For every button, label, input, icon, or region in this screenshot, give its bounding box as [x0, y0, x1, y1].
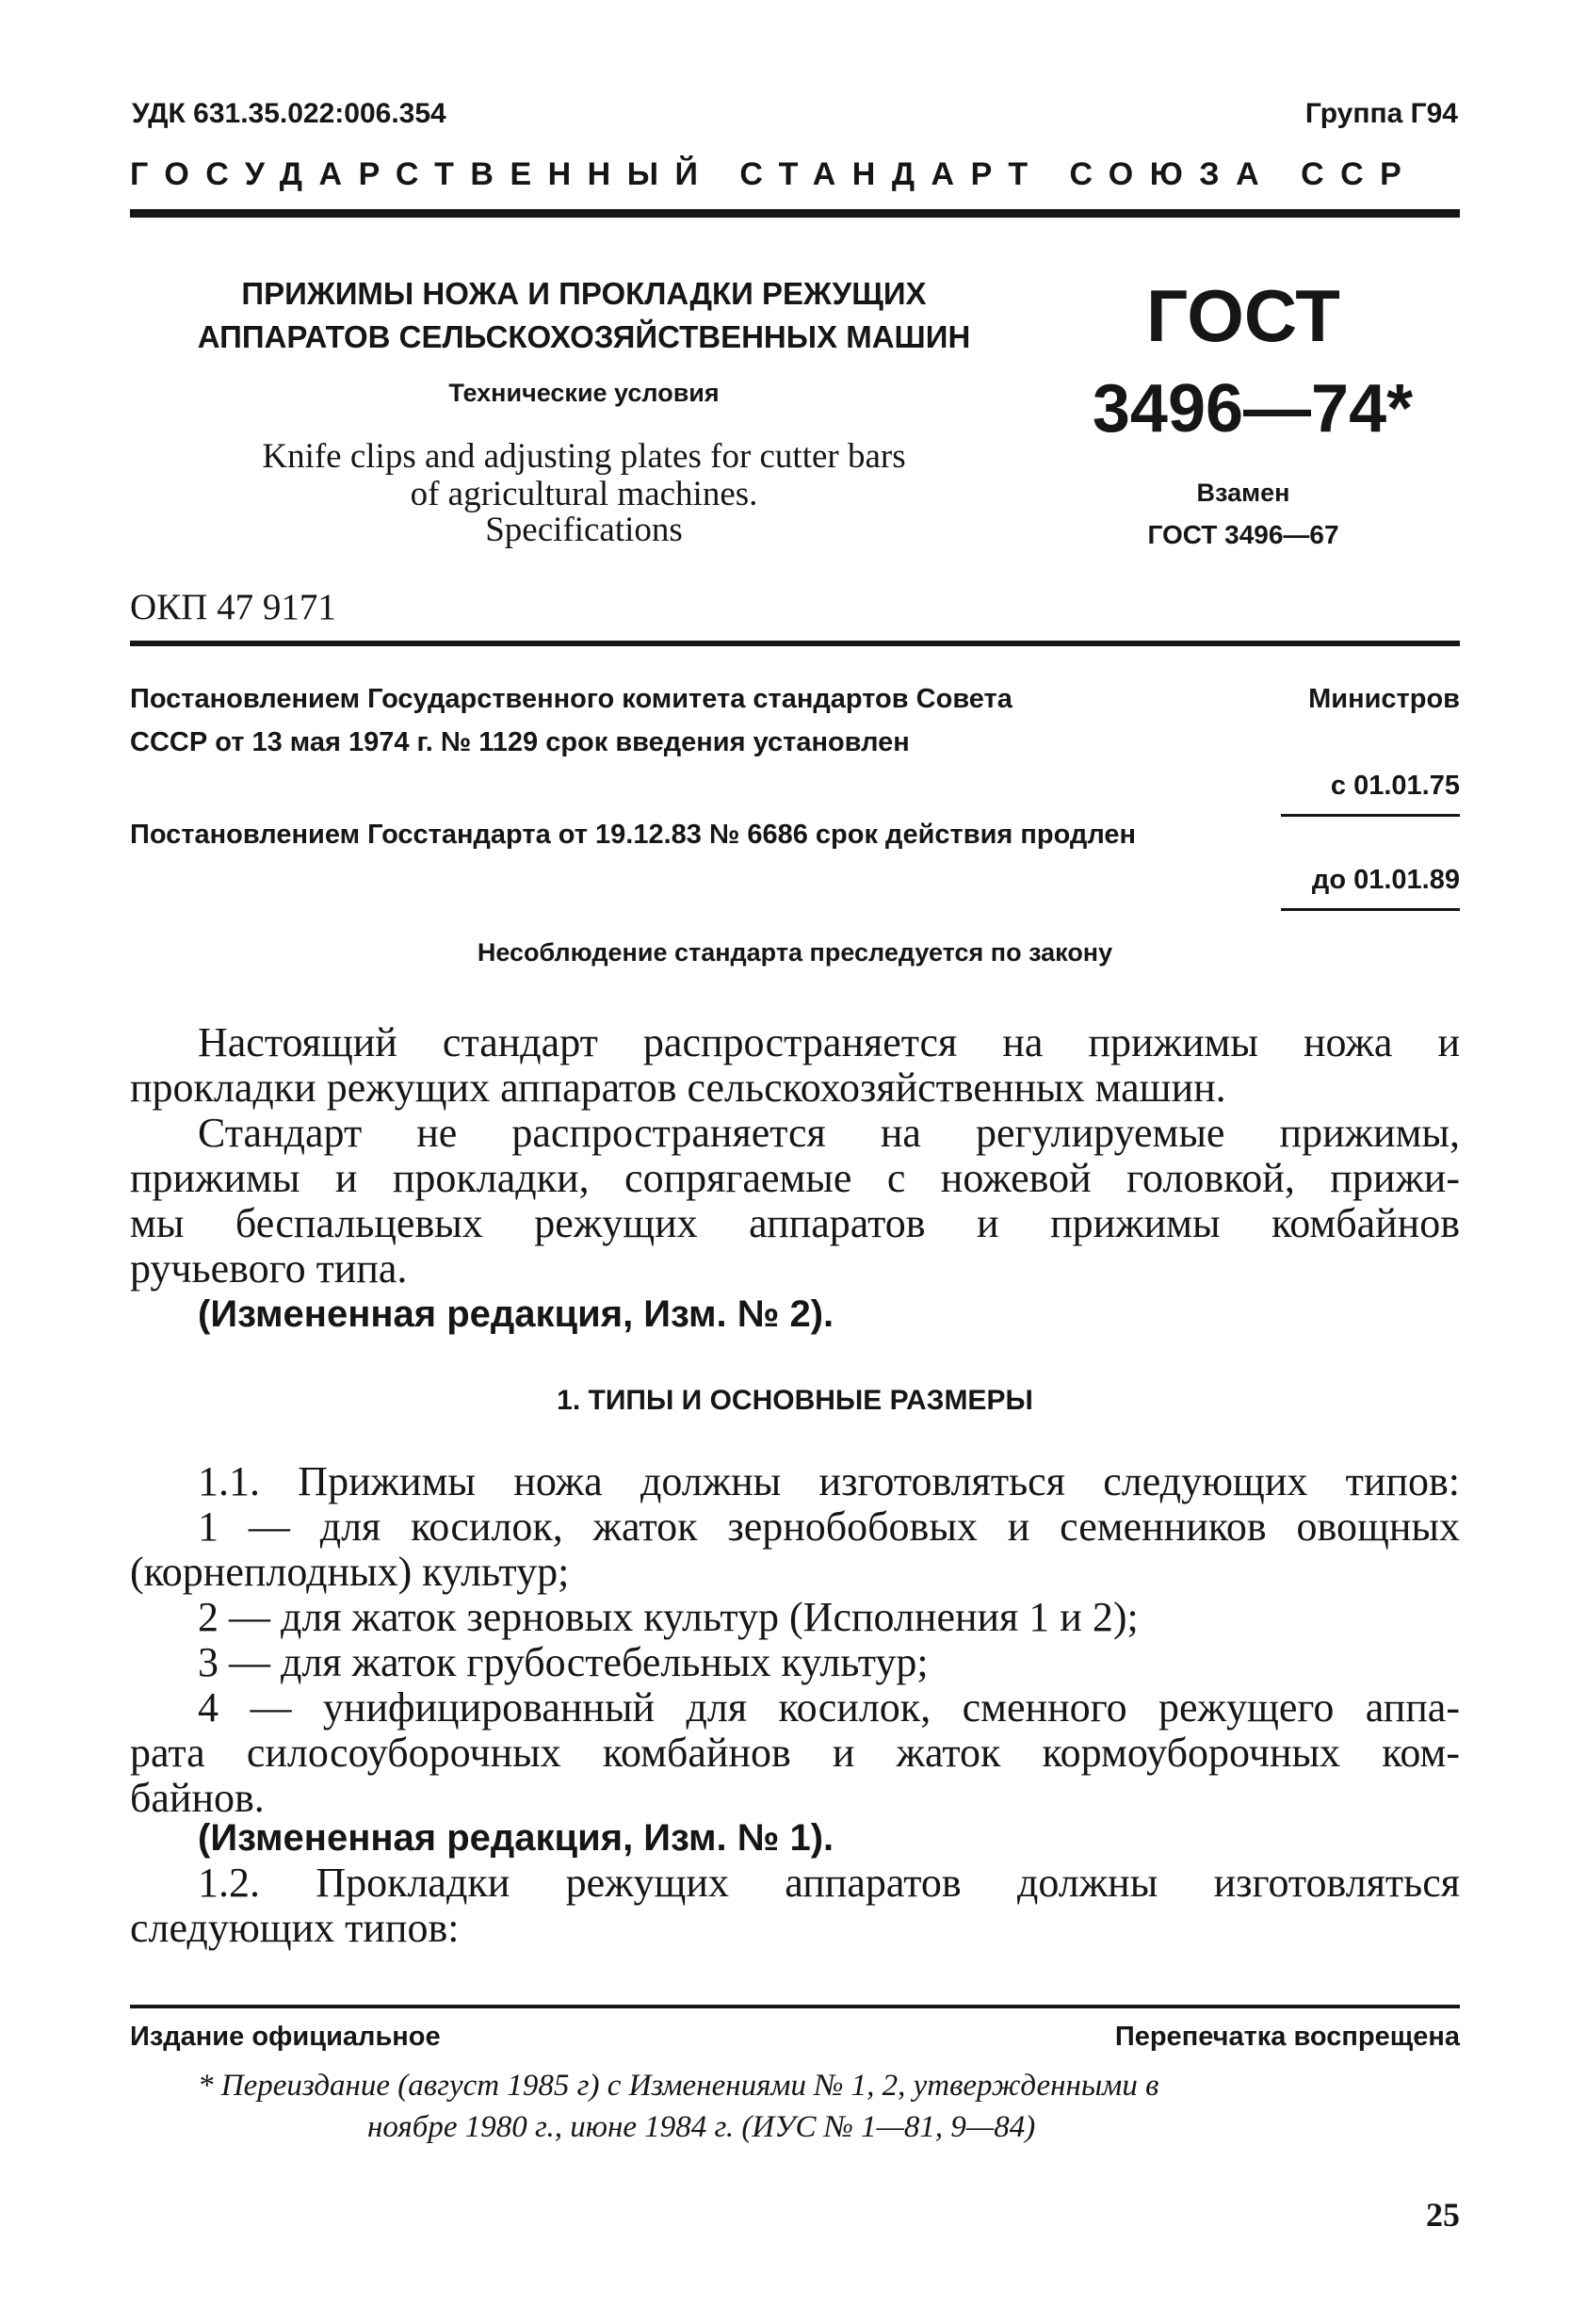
- date-2-rule: [1281, 908, 1460, 911]
- item-1-2-line-1: 1.2. Прокладки режущих аппаратов должны изготовляться: [198, 1860, 1460, 1906]
- decree-line-1-right: Министров: [1308, 684, 1460, 714]
- subtitle: Технические условия: [448, 379, 720, 407]
- okp-code: ОКП 47 9171: [130, 587, 336, 627]
- decree-date-2: до 01.01.89: [1311, 865, 1460, 895]
- legal-notice: Несоблюдение стандарта преследуется по закону: [477, 938, 1113, 967]
- item-1-2-line-2: следующих типов:: [130, 1905, 460, 1951]
- title-line-1: ПРИЖИМЫ НОЖА И ПРОКЛАДКИ РЕЖУЩИХ: [241, 276, 927, 311]
- state-standard-heading: ГОСУДАРСТВЕННЫЙ СТАНДАРТ СОЮЗА ССР: [130, 156, 1418, 192]
- item-1-1-line-6: 4 — унифицированный для косилок, сменного режущего аппа-: [198, 1684, 1460, 1731]
- paragraph-2-line-4: ручьевого типа.: [130, 1245, 408, 1292]
- reissue-note-line-1: * Переиздание (август 1985 г) с Изменениями № 1, 2, утвержденными в: [198, 2069, 1159, 2103]
- footer-rule: [130, 2005, 1460, 2008]
- item-1-1-line-4: 2 — для жаток зерновых культур (Исполнения 1 и 2);: [198, 1594, 1139, 1640]
- title-line-2: АППАРАТОВ СЕЛЬСКОХОЗЯЙСТВЕННЫХ МАШИН: [197, 319, 971, 354]
- reissue-note-line-2: ноябре 1980 г., июне 1984 г. (ИУС № 1—81, 9—84): [367, 2110, 1036, 2144]
- replaces-label: Взамен: [1196, 479, 1290, 507]
- page-number: 25: [1426, 2196, 1460, 2234]
- decree-line-1: Постановлением Государственного комитета стандартов Совета: [130, 684, 1012, 714]
- paragraph-2-line-2: прижимы и прокладки, сопрягаемые с ножевой головкой, прижи-: [130, 1155, 1460, 1201]
- paragraph-2-line-1: Стандарт не распространяется на регулируемые прижимы,: [198, 1110, 1460, 1156]
- english-title-line-1: Knife clips and adjusting plates for cutter bars: [262, 437, 906, 476]
- date-1-rule: [1281, 814, 1460, 817]
- okp-rule: [130, 641, 1460, 646]
- paragraph-2-line-3: мы беспальцевых режущих аппаратов и прижимы комбайнов: [130, 1200, 1460, 1246]
- edit-note-1: (Измененная редакция, Изм. № 1).: [198, 1817, 834, 1859]
- item-1-1-line-7: рата силосоуборочных комбайнов и жаток кормоуборочных ком-: [130, 1730, 1460, 1776]
- paragraph-1-line-2: прокладки режущих аппаратов сельскохозяйственных машин.: [130, 1064, 1226, 1111]
- header-rule: [130, 209, 1460, 218]
- decree-line-3: Постановлением Госстандарта от 19.12.83 № 6686 срок действия продлен: [130, 820, 1137, 850]
- decree-date-1: с 01.01.75: [1330, 771, 1460, 801]
- english-title-line-3: Specifications: [485, 511, 683, 549]
- edit-note-2: (Измененная редакция, Изм. № 2).: [198, 1293, 834, 1335]
- item-1-1-line-8: байнов.: [130, 1775, 265, 1821]
- replaces-standard: ГОСТ 3496—67: [1147, 520, 1339, 549]
- decree-line-2: СССР от 13 мая 1974 г. № 1129 срок введения установлен: [130, 727, 910, 757]
- english-title-line-2: of agricultural machines.: [410, 475, 758, 513]
- item-1-1-line-3: (корнеплодных) культур;: [130, 1549, 570, 1595]
- gost-number: 3496—74*: [1092, 371, 1414, 447]
- official-edition: Издание официальное: [130, 2022, 441, 2052]
- gost-label: ГОСТ: [1146, 274, 1340, 357]
- item-1-1-line-5: 3 — для жаток грубостебельных культур;: [198, 1639, 929, 1685]
- item-1-1-line-1: 1.1. Прижимы ножа должны изготовляться следующих типов:: [198, 1458, 1460, 1504]
- reprint-prohibited: Перепечатка воспрещена: [1114, 2022, 1460, 2052]
- group-code: Группа Г94: [1304, 98, 1458, 129]
- udk-code: УДК 631.35.022:006.354: [132, 98, 446, 129]
- paragraph-1-line-1: Настоящий стандарт распространяется на прижимы ножа и: [198, 1019, 1460, 1065]
- section-1-heading: 1. ТИПЫ И ОСНОВНЫЕ РАЗМЕРЫ: [557, 1385, 1033, 1416]
- item-1-1-line-2: 1 — для косилок, жаток зернобобовых и семенников овощных: [198, 1503, 1460, 1550]
